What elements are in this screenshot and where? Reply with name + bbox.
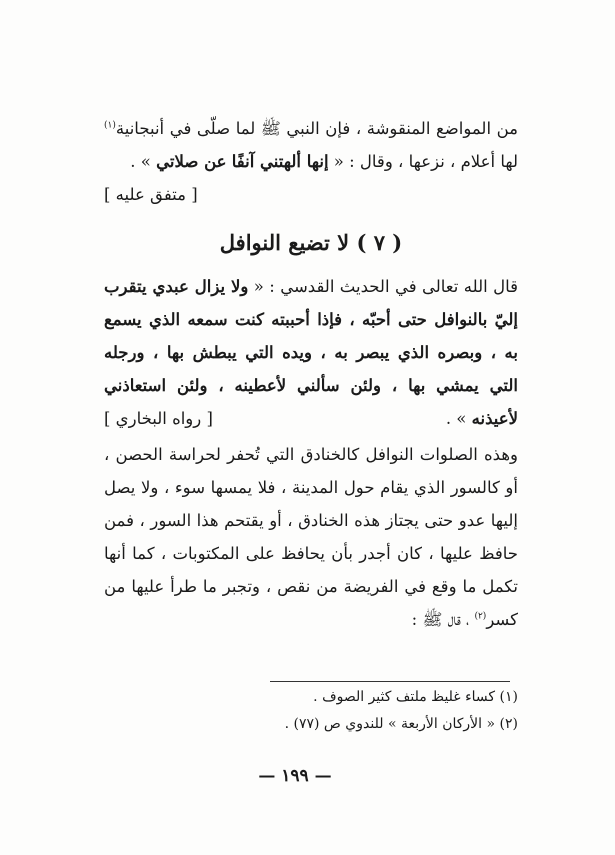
para1-hadith-bold: إنها ألهتني آنفًا — [231, 152, 329, 171]
para1-line2-a: أنبجانية — [115, 119, 165, 138]
para2-hadith: ولا يزال عبدي يتقرب إليّ بالنوافل حتى أحبّه ، فإذا أحببته كنت سمعه الذي يسمع به ، وبصره الذي يبصر به ، ويده التي يبطش بها ، ورجله التي يمشي بها ، ولئن سألني لأعطينه ، ولئن استعاذني لأعيذنه — [104, 277, 518, 428]
paragraph-3 — [104, 438, 518, 636]
footnote-1-number: (١) — [499, 689, 518, 705]
para3-text-a: وهذه الصلوات النوافل كالخنادق التي تُحفر لحراسة الحصن ، أو كالسور الذي يقام حول المدينة ، فلا يمسها سوء ، ولا يصل إليها عدو حتى يجتاز هذه الخنادق ، أو يقتحم هذا السور ، فمن حافظ عليها ، كان أجدر بأن يحافظ على المكتوبات ، كما أنها تكمل ما وقع في الفريضة من نقص ، وتجبر ما طرأ عليها من كسر — [104, 445, 518, 629]
para2-citation: [ رواه البخاري ] — [104, 409, 213, 428]
para1-line1: من المواضع المنقوشة ، فإن النبي ﷺ لما صلّى في — [169, 119, 518, 138]
footnote-2-text: « الأركان الأربعة » للندوي ص (٧٧) . — [284, 716, 496, 732]
footnote-ref-1: (١) — [104, 120, 116, 131]
para1-line3-end: » . — [130, 152, 157, 171]
paragraph-2 — [104, 270, 518, 435]
para1-citation: [ متفق عليه ] — [104, 185, 198, 204]
footnote-1-text: كساء غليظ ملتف كثير الصوف . — [313, 689, 496, 705]
page-number: — ١٩٩ — — [258, 766, 332, 786]
footnote-2-number: (٢) — [499, 716, 518, 732]
para2-intro: قال الله تعالى في الحديث القدسي : « — [248, 277, 518, 296]
para1-hadith-bold-2: عن صلاتي — [156, 152, 227, 171]
para1-line2-b: لها أعلام ، نزعها ، وقال : « — [328, 152, 518, 171]
section-heading: ( ٧ ) لا تضيع النوافل — [219, 230, 403, 255]
para2-end: » . — [445, 409, 472, 428]
footnote-2 — [104, 711, 518, 738]
footnote-divider — [270, 681, 510, 682]
paragraph-1 — [104, 112, 518, 211]
footnote-ref-2: (٢) — [474, 611, 487, 622]
footnotes — [104, 684, 518, 738]
footnote-1 — [104, 684, 518, 711]
para3-text-b: ، قال ﷺ : — [411, 610, 475, 629]
